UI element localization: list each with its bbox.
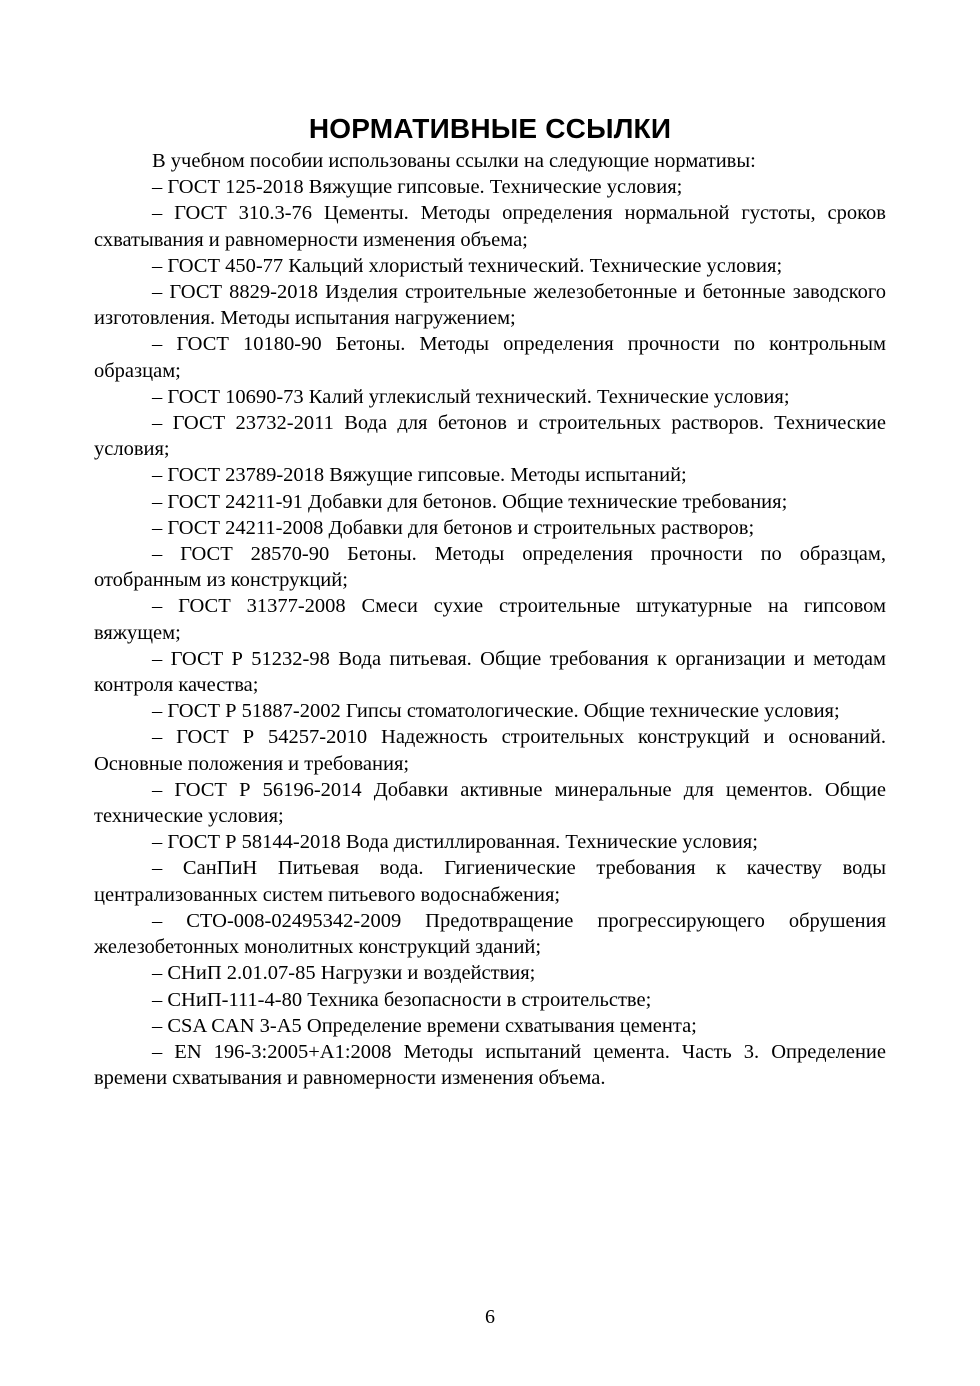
reference-item: – СНиП-111-4-80 Техника безопасности в строительстве; xyxy=(152,988,652,1011)
reference-item: – СНиП 2.01.07-85 Нагрузки и воздействия; xyxy=(152,962,536,985)
reference-item: – ГОСТ 125-2018 Вяжущие гипсовые. Технические условия; xyxy=(152,176,683,199)
reference-item: – СТО-008-02495342-2009 Предотвращение прогрессирующего обрушения железобетонных монолитных конструкций зданий; xyxy=(94,909,886,959)
reference-item: – ГОСТ 24211-91 Добавки для бетонов. Общие технические требования; xyxy=(152,490,788,513)
reference-item: – ГОСТ Р 51887-2002 Гипсы стоматологические. Общие технические условия; xyxy=(152,700,840,723)
reference-item: – ГОСТ Р 58144-2018 Вода дистиллированная. Технические условия; xyxy=(152,831,758,854)
reference-item: – ГОСТ 450-77 Кальций хлористый технический. Технические условия; xyxy=(152,254,783,277)
reference-item: – ГОСТ 10690-73 Калий углекислый технический. Технические условия; xyxy=(152,385,790,408)
reference-item: – ГОСТ 24211-2008 Добавки для бетонов и строительных растворов; xyxy=(152,516,755,539)
intro-paragraph: В учебном пособии использованы ссылки на следующие нормативы: xyxy=(152,150,756,172)
reference-item: – ГОСТ Р 56196-2014 Добавки активные минеральные для цементов. Общие технические условия; xyxy=(94,778,886,828)
reference-item: – СанПиН Питьевая вода. Гигиенические требования к качеству воды централизованных систем питьевого водоснабжения; xyxy=(94,857,886,906)
reference-item: – ГОСТ 23732-2011 Вода для бетонов и строительных растворов. Технические условия; xyxy=(94,412,886,461)
page-number: 6 xyxy=(485,1306,495,1328)
reference-item: – ГОСТ Р 51232-98 Вода питьевая. Общие требования к организации и методам контроля качества; xyxy=(94,647,886,697)
reference-item: – ГОСТ 31377-2008 Смеси сухие строительные штукатурные на гипсовом вяжущем; xyxy=(94,595,886,644)
reference-item: – ГОСТ Р 54257-2010 Надежность строительных конструкций и оснований. Основные положения и требования; xyxy=(94,726,886,775)
reference-item: – ГОСТ 10180-90 Бетоны. Методы определения прочности по контрольным образцам; xyxy=(94,333,886,382)
reference-item: – ГОСТ 28570-90 Бетоны. Методы определения прочности по образцам, отобранным из конструкций; xyxy=(94,543,886,592)
references-body xyxy=(94,148,886,1091)
reference-item: – ГОСТ 8829-2018 Изделия строительные железобетонные и бетонные заводского изготовления. Методы испытания нагружением; xyxy=(94,281,886,330)
reference-item: – ГОСТ 310.3-76 Цементы. Методы определения нормальной густоты, сроков схватывания и равномерности изменения объема; xyxy=(94,202,886,251)
reference-item: – ГОСТ 23789-2018 Вяжущие гипсовые. Методы испытаний; xyxy=(152,464,687,487)
reference-item: – EN 196-3:2005+A1:2008 Методы испытаний цемента. Часть 3. Определение времени схватывания и равномерности изменения объема. xyxy=(94,1040,886,1090)
reference-item: – CSA CAN 3-A5 Определение времени схватывания цемента; xyxy=(152,1014,697,1037)
page-title: НОРМАТИВНЫЕ ССЫЛКИ xyxy=(308,112,672,144)
